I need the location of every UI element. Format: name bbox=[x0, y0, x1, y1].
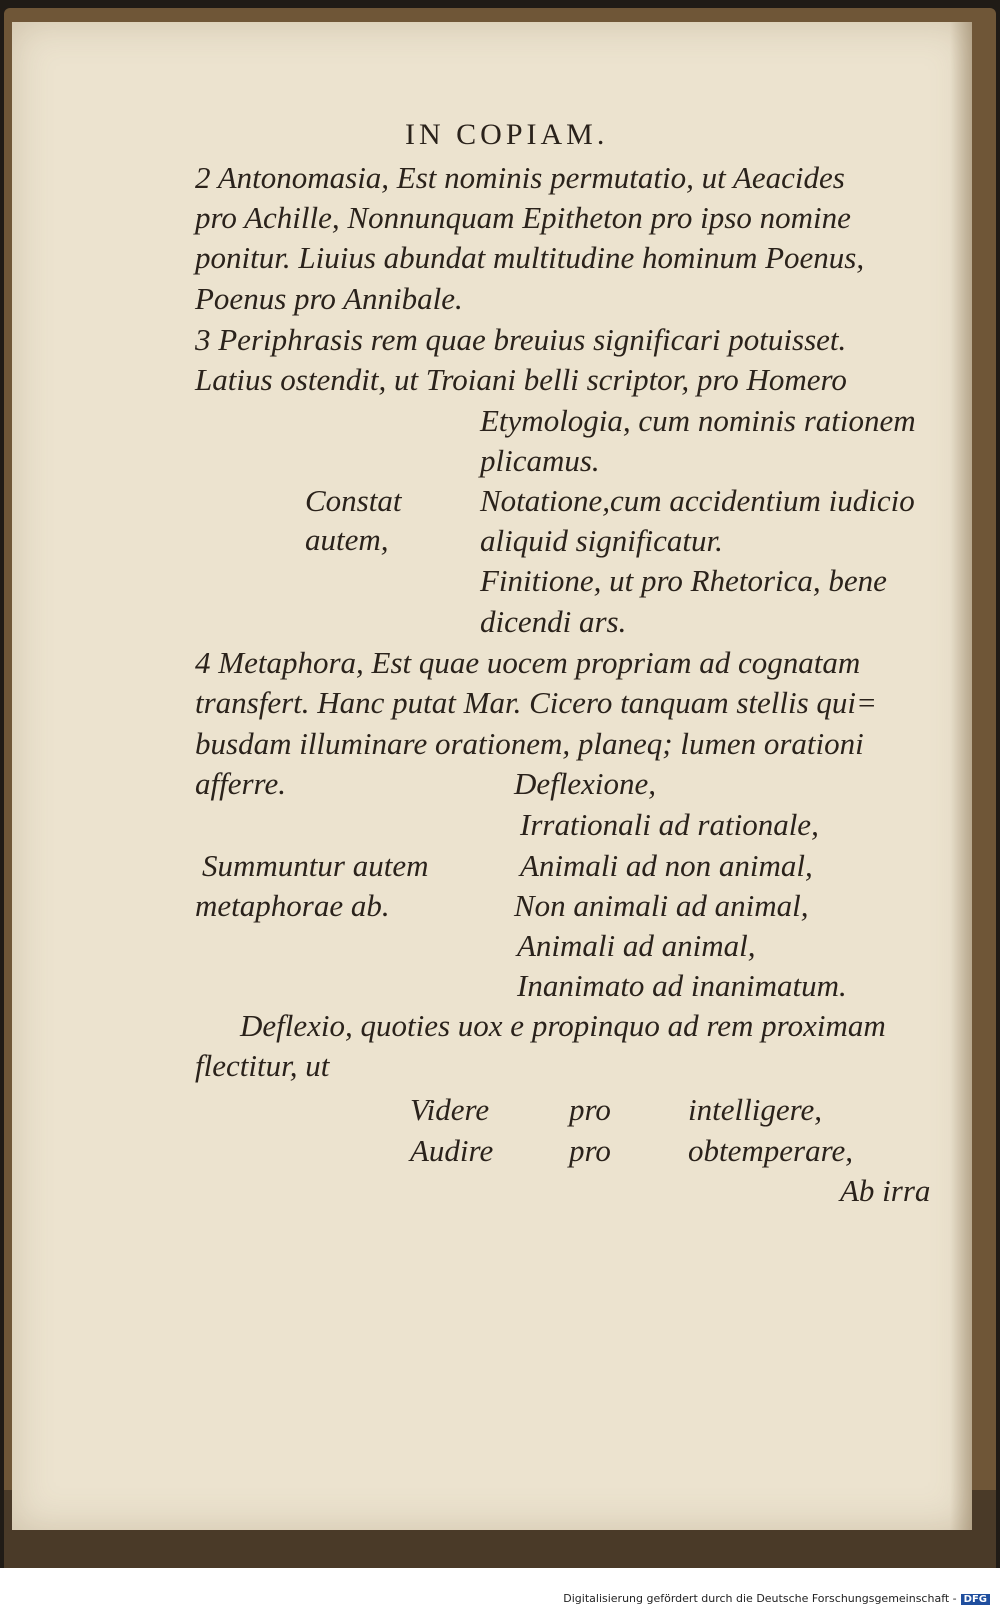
running-title: IN COPIAM. bbox=[405, 118, 609, 151]
book-page bbox=[12, 22, 972, 1530]
para4-item-3: Animali ad non animal, bbox=[520, 848, 813, 883]
example-pro-2: pro bbox=[569, 1133, 611, 1168]
para3-item-2: plicamus. bbox=[480, 443, 600, 478]
credit-text: Digitalisierung gefördert durch die Deutsche Forschungsgemeinschaft - bbox=[563, 1592, 957, 1605]
footer-strip bbox=[0, 1568, 1000, 1612]
para2-line-3: ponitur. Liuius abundat multitudine hominum Poenus, bbox=[195, 240, 865, 275]
para4-item-5: Animali ad animal, bbox=[517, 928, 756, 963]
para4-item-1: Deflexione, bbox=[514, 766, 657, 801]
para4-line-2: transfert. Hanc putat Mar. Cicero tanquam stellis qui= bbox=[195, 685, 877, 720]
para3-bracket-label-1: Constat bbox=[305, 483, 402, 518]
para3-bracket-label-2: autem, bbox=[305, 522, 389, 557]
para3-item-5: Finitione, ut pro Rhetorica, bene bbox=[480, 563, 887, 598]
para4-line-3: busdam illuminare orationem, planeq; lumen orationi bbox=[195, 726, 864, 761]
example-meaning-2: obtemperare, bbox=[688, 1133, 854, 1168]
para4-line-4: afferre. bbox=[195, 766, 286, 801]
example-word-1: Videre bbox=[410, 1092, 490, 1127]
para3-item-1: Etymologia, cum nominis rationem bbox=[480, 403, 916, 438]
para2-line-4: Poenus pro Annibale. bbox=[195, 281, 463, 316]
para4-item-6: Inanimato ad inanimatum. bbox=[517, 968, 847, 1003]
example-meaning-1: intelligere, bbox=[688, 1092, 823, 1127]
deflexio-line-1: Deflexio, quoties uox e propinquo ad rem proximam bbox=[240, 1008, 886, 1043]
example-pro-1: pro bbox=[569, 1092, 611, 1127]
page-edge-shadow bbox=[950, 22, 972, 1530]
para3-item-6: dicendi ars. bbox=[480, 604, 627, 639]
para4-bracket-label-1: Summuntur autem bbox=[202, 848, 429, 883]
deflexio-line-2: flectitur, ut bbox=[195, 1048, 330, 1083]
para3-line-1: 3 Periphrasis rem quae breuius significari potuisset. bbox=[195, 322, 847, 357]
para4-item-2: Irrationali ad rationale, bbox=[520, 807, 819, 842]
para3-item-3: Notatione,cum accidentium iudicio bbox=[480, 483, 915, 518]
para4-bracket-label-2: metaphorae ab. bbox=[195, 888, 390, 923]
para4-line-1: 4 Metaphora, Est quae uocem propriam ad cognatam bbox=[195, 645, 861, 680]
digitization-credit bbox=[563, 1592, 990, 1605]
para4-item-4: Non animali ad animal, bbox=[514, 888, 809, 923]
example-word-2: Audire bbox=[410, 1133, 494, 1168]
dfg-logo: DFG bbox=[961, 1594, 990, 1605]
para2-line-1: 2 Antonomasia, Est nominis permutatio, ut Aeacides bbox=[195, 160, 845, 195]
para3-line-2: Latius ostendit, ut Troiani belli scriptor, pro Homero bbox=[195, 362, 847, 397]
para2-line-2: pro Achille, Nonnunquam Epitheton pro ipso nomine bbox=[195, 200, 851, 235]
para3-item-4: aliquid significatur. bbox=[480, 523, 723, 558]
catchword: Ab irra bbox=[840, 1173, 931, 1208]
